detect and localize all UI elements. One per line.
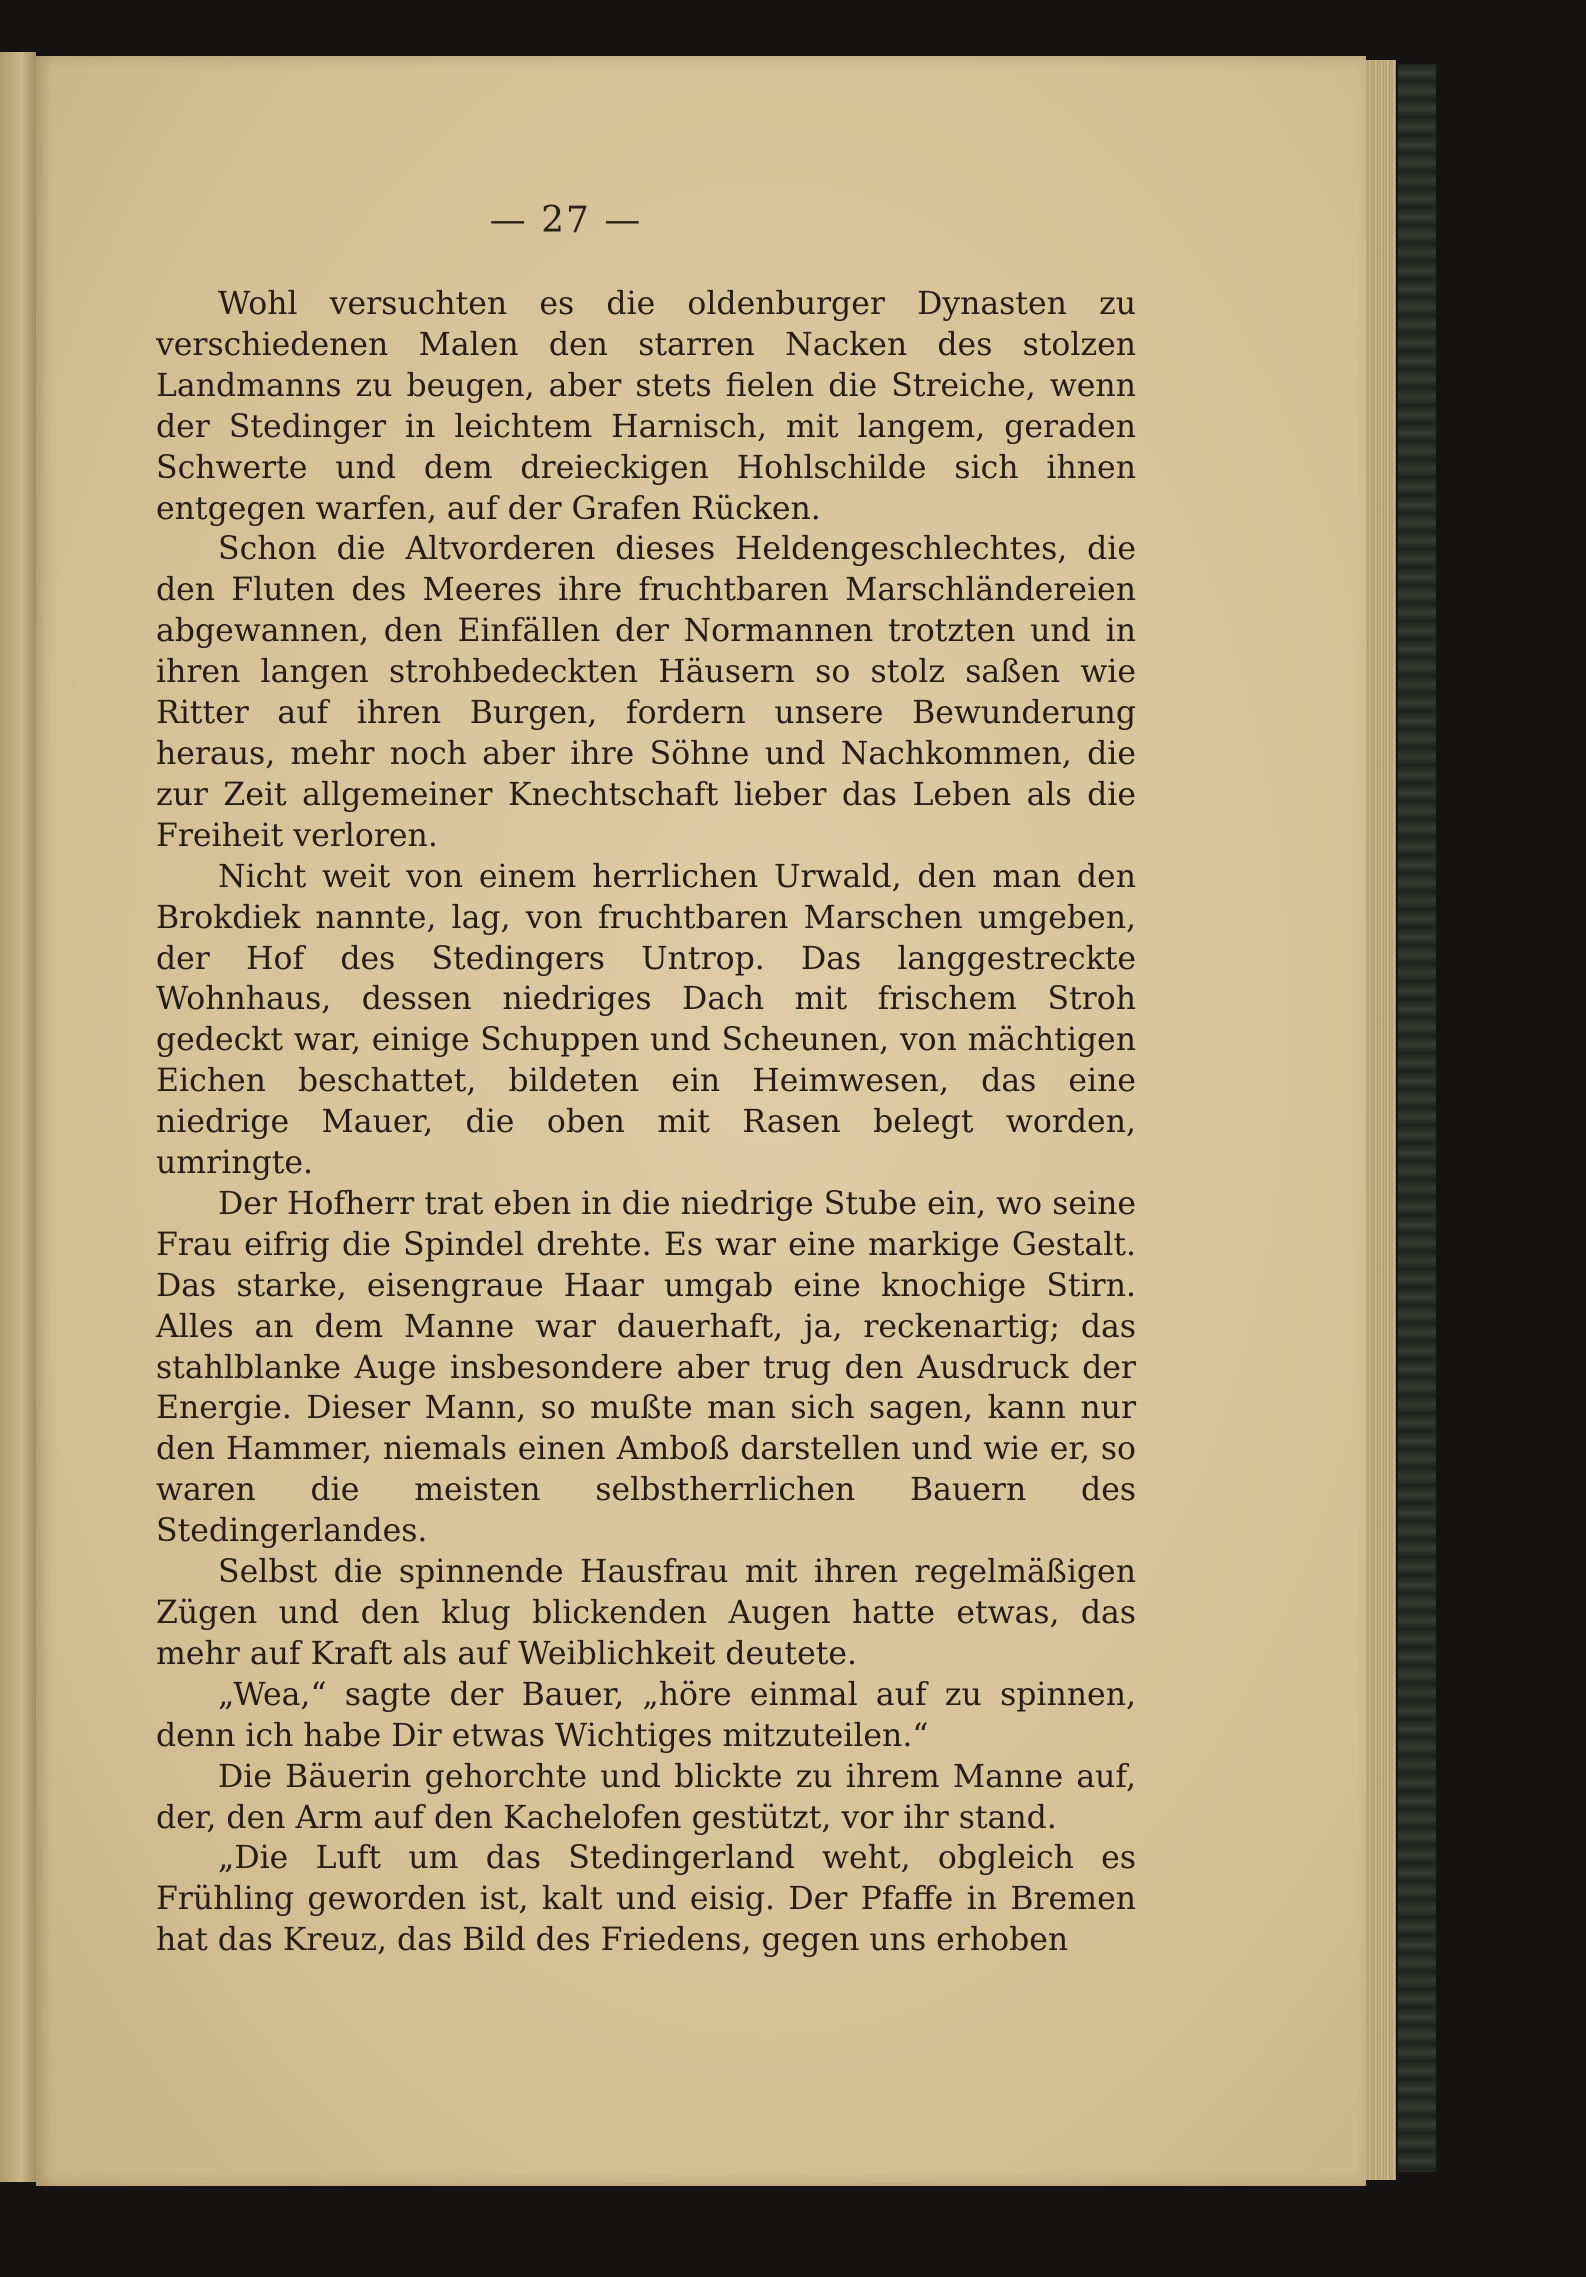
paragraph: Die Bäuerin gehorchte und blickte zu ihrem Manne auf, der, den Arm auf den Kachelofen gestützt, vor ihr stand. [156, 1758, 1136, 1836]
paragraph: „Wea,“ sagte der Bauer, „höre einmal auf zu spinnen, denn ich habe Dir etwas Wichtiges mitzuteilen.“ [156, 1676, 1136, 1754]
page-edges [1366, 60, 1396, 2180]
body-text [156, 284, 1136, 1961]
page-number: — 27 — [489, 200, 643, 241]
paragraph: Selbst die spinnende Hausfrau mit ihren regelmäßigen Zügen und den klug blickenden Augen hatte etwas, das mehr auf Kraft als auf Weiblichkeit deutete. [156, 1554, 1136, 1672]
paragraph: Schon die Altvorderen dieses Heldengeschlechtes, die den Fluten des Meeres ihre fruchtbaren Marschländereien abgewannen, den Einfällen der Normannen trotzten und in ihren langen strohbedeckten Häusern so stolz saßen wie Ritter auf ihren Burgen, fordern unsere Bewunderung heraus, mehr noch aber ihre Söhne und Nachkommen, die zur Zeit allgemeiner Knechtschaft lieber das Leben als die Freiheit verloren. [156, 531, 1136, 854]
book-binding [1396, 64, 1436, 2172]
paragraph: Nicht weit von einem herrlichen Urwald, den man den Brokdiek nannte, lag, von fruchtbaren Marschen umgeben, der Hof des Stedingers Untrop. Das langgestreckte Wohnhaus, dessen niedriges Dach mit frischem Stroh gedeckt war, einige Schuppen und Scheunen, von mächtigen Eichen beschattet, bildeten ein Heimwesen, das eine niedrige Mauer, die oben mit Rasen belegt worden, umringte. [156, 858, 1136, 1182]
left-page-edge [0, 52, 36, 2182]
paragraph: Der Hofherr trat eben in die niedrige Stube ein, wo seine Frau eifrig die Spindel drehte. Es war eine markige Gestalt. Das starke, eisengraue Haar umgab eine knochige Stirn. Alles an dem Manne war dauerhaft, ja, reckenartig; das stahlblanke Auge insbesondere aber trug den Ausdruck der Energie. Dieser Mann, so mußte man sich sagen, kann nur den Hammer, niemals einen Amboß darstellen und wie er, so waren die meisten selbstherrlichen Bauern des Stedingerlandes. [156, 1185, 1136, 1550]
paragraph: „Die Luft um das Stedingerland weht, obgleich es Frühling geworden ist, kalt und eisig. Der Pfaffe in Bremen hat das Kreuz, das Bild des Friedens, gegen uns erhoben [156, 1840, 1136, 1959]
paragraph: Wohl versuchten es die oldenburger Dynasten zu verschiedenen Malen den starren Nacken des stolzen Landmanns zu beugen, aber stets fielen die Streiche, wenn der Stedinger in leichtem Harnisch, mit langem, geraden Schwerte und dem dreieckigen Hohlschilde sich ihnen entgegen warfen, auf der Grafen Rücken. [156, 286, 1136, 527]
